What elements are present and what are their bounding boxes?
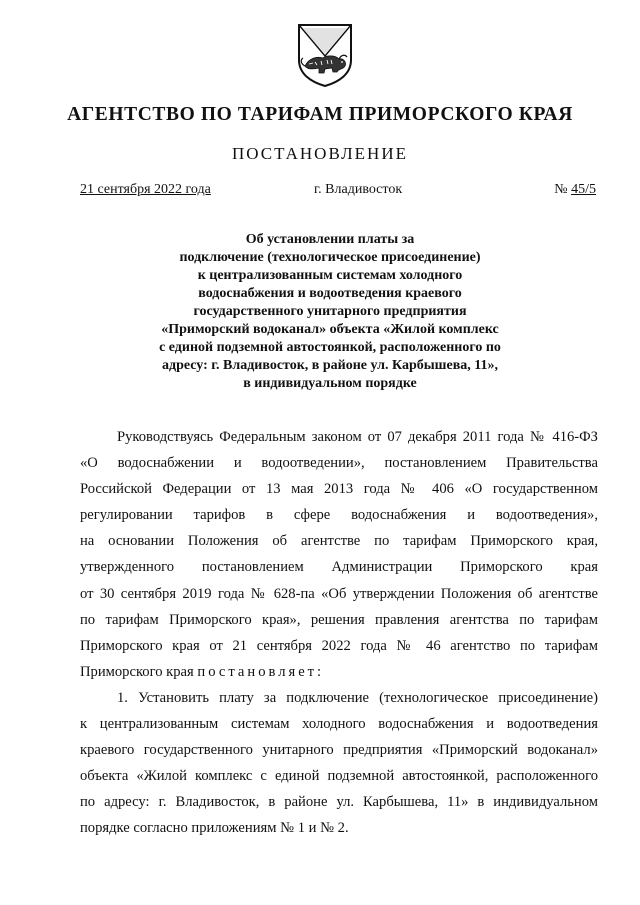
body-line: по тарифам Приморского края», решения правления агентства по тарифам: [80, 611, 598, 628]
document-date: 21 сентября 2022 года: [80, 182, 211, 197]
body-line: краевого государственного унитарного предприятия «Приморский водоканал»: [80, 742, 598, 759]
clause-1-paragraph: [80, 685, 598, 842]
body-line: Российской Федерации от 13 мая 2013 года № 406 «О государственном: [80, 481, 598, 498]
body-line: 1. Установить плату за подключение (технологическое присоединение): [117, 689, 598, 706]
subject-line: в индивидуальном порядке: [243, 376, 417, 391]
body-line: «О водоснабжении и водоотведении», постановлением Правительства: [80, 455, 598, 472]
document-number: [554, 182, 596, 198]
subject-line: «Приморский водоканал» объекта «Жилой комплекс: [161, 322, 499, 337]
document-type: ПОСТАНОВЛЕНИЕ: [231, 144, 408, 163]
body-text: Приморского края: [80, 663, 198, 680]
subject-line: подключение (технологическое присоединение): [179, 250, 481, 265]
document-body: [80, 424, 598, 842]
coat-of-arms-icon: [295, 22, 355, 88]
body-line: по адресу: г. Владивосток, в районе ул. Карбышева, 11» в индивидуальном: [80, 794, 598, 811]
subject-line: адресу: г. Владивосток, в районе ул. Карбышева, 11»,: [161, 358, 499, 373]
document-number-prefix: №: [554, 182, 572, 197]
subject-line: водоснабжения и водоотведения краевого: [198, 286, 462, 301]
subject-line: с единой подземной автостоянкой, расположенного по: [159, 340, 501, 355]
body-line: на основании Положения об агентстве по тарифам Приморского края,: [80, 533, 598, 550]
document-subject: [130, 231, 530, 393]
agency-title: АГЕНТСТВО ПО ТАРИФАМ ПРИМОРСКОГО КРАЯ: [67, 104, 573, 125]
subject-line: государственного унитарного предприятия: [193, 304, 467, 319]
body-line: Руководствуясь Федеральным законом от 07 декабря 2011 года № 416-ФЗ: [117, 429, 598, 445]
document-city: г. Владивосток: [314, 182, 403, 197]
subject-line: Об установлении платы за: [245, 232, 415, 247]
body-line: от 30 сентября 2019 года № 628-па «Об утверждении Положения об агентстве: [80, 585, 598, 602]
preamble-paragraph: [80, 424, 598, 685]
body-line: регулировании тарифов в сфере водоснабжения и водоотведения»,: [80, 507, 598, 524]
body-line: Приморского края от 21 сентября 2022 года № 46 агентство по тарифам: [80, 637, 598, 654]
body-line: объекта «Жилой комплекс с единой подземной автостоянкой, расположенного: [80, 768, 598, 785]
document-number-value: 45/5: [571, 182, 596, 197]
body-line: утвержденного постановлением Администрации Приморского края: [80, 559, 598, 576]
body-line-last: [80, 659, 598, 685]
body-line: к централизованным системам холодного водоснабжения и водоотведения: [80, 716, 598, 733]
body-line-last: порядке согласно приложениям № 1 и № 2.: [80, 820, 349, 837]
subject-line: к централизованным системам холодного: [197, 268, 463, 283]
resolves-keyword: постановляет:: [197, 663, 325, 680]
